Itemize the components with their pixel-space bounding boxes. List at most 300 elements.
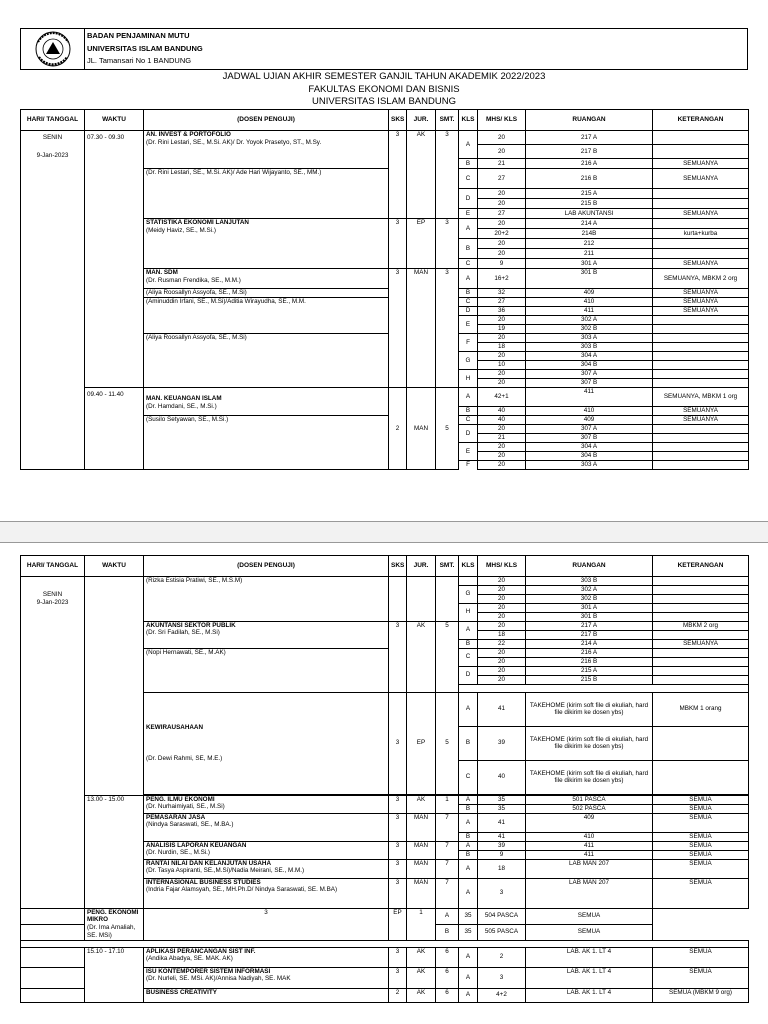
mhs-cell: 20 (478, 585, 526, 594)
note-cell: SEMUA (653, 832, 749, 841)
title-university: UNIVERSITAS ISLAM BANDUNG (312, 96, 456, 107)
smt-cell: 1 (407, 908, 436, 940)
mhs-cell: 18 (478, 343, 526, 352)
table-row (21, 940, 749, 947)
note-cell (653, 239, 749, 249)
mhs-cell: 20 (478, 612, 526, 621)
course-lecturer: (Dr. Tasya Aspiranti, SE.,M.Si)/Nadia Meirani, SE., M.M.) (146, 867, 305, 875)
course-cell (144, 795, 389, 813)
jur-cell: AK (407, 988, 436, 1002)
room-cell: 410 (526, 407, 653, 416)
time-slot: 13.00 - 15.00 (85, 795, 144, 908)
table-row (21, 795, 749, 804)
sks-cell: 3 (389, 269, 407, 388)
table-row (21, 388, 749, 407)
document-titles (0, 71, 768, 109)
day-name: SENIN (42, 591, 63, 598)
jur-cell: EP (407, 219, 436, 269)
day-cell (21, 988, 85, 1002)
course-lecturer: (Nindya Saraswati, SE., M.BA.) (146, 821, 234, 829)
note-cell (653, 145, 749, 159)
table-row (21, 577, 749, 586)
kls-cell: A (459, 859, 478, 878)
mhs-cell: 20 (478, 594, 526, 603)
note-cell: SEMUA (653, 841, 749, 850)
course-cell (85, 908, 144, 940)
mhs-cell: 20 (478, 577, 526, 586)
room-cell: 216 A (526, 159, 653, 169)
mhs-cell: 3 (478, 878, 526, 908)
mhs-cell: 20 (478, 249, 526, 259)
jur-cell: MAN (407, 388, 436, 470)
smt-cell: 7 (436, 841, 459, 859)
room-cell: 410 (526, 832, 653, 841)
course-lecturer: (Dr. Hamdani, SE., M.Si.) (146, 403, 217, 410)
col-sks: SKS (389, 110, 407, 131)
jur-cell: MAN (407, 859, 436, 878)
smt-cell: 7 (436, 813, 459, 841)
sks-cell (389, 577, 407, 622)
smt-cell: 5 (436, 621, 459, 692)
time-slot: 07.30 - 09.30 (85, 131, 144, 388)
jur-cell: MAN (407, 878, 436, 908)
mhs-cell: 20 (478, 657, 526, 666)
room-cell: 303 A (526, 334, 653, 343)
page-2 (0, 542, 768, 1024)
mhs-cell: 20 (478, 131, 526, 145)
note-cell: SEMUANYA (653, 307, 749, 316)
kls-cell: C (459, 760, 478, 794)
room-cell: 411 (526, 841, 653, 850)
kls-cell: D (459, 666, 478, 684)
note-cell: SEMUANYA (653, 416, 749, 425)
mhs-cell: 35 (478, 804, 526, 813)
room-cell: 301 A (526, 603, 653, 612)
note-cell: MBKM 1 orang (653, 692, 749, 726)
room-cell: LAB MAN 207 (526, 859, 653, 878)
room-cell: 304 B (526, 361, 653, 370)
mhs-cell: 41 (478, 813, 526, 832)
kls-cell: A (459, 967, 478, 988)
mhs-cell: 16+2 (478, 269, 526, 289)
note-cell: SEMUA (653, 859, 749, 878)
smt-cell: 5 (436, 388, 459, 470)
room-cell: 303 A (526, 461, 653, 470)
mhs-cell: 40 (478, 416, 526, 425)
course-cell (144, 621, 389, 648)
mhs-cell: 20 (478, 239, 526, 249)
room-cell: LAB AKUNTANSI (526, 209, 653, 219)
col-smt: SMT. (436, 110, 459, 131)
kls-cell: E (459, 209, 478, 219)
mhs-cell: 20 (478, 452, 526, 461)
mhs-cell: 27 (478, 209, 526, 219)
kls-cell: A (459, 795, 478, 804)
course-name: AKUNTANSI SEKTOR PUBLIK (146, 621, 236, 629)
col-day: HARI/ TANGGAL (21, 556, 85, 577)
col-course: (DOSEN PENGUJI) (144, 556, 389, 577)
col-note: KETERANGAN (653, 556, 749, 577)
smt-cell: 3 (436, 219, 459, 269)
smt-cell: 3 (436, 269, 459, 388)
blank-cell (21, 940, 749, 947)
note-cell (653, 219, 749, 229)
mhs-cell: 20 (478, 189, 526, 199)
course-lecturer: (Dr. Nurdin, SE., M.Si.) (146, 849, 211, 857)
course-cell (144, 967, 389, 988)
day-cell (21, 967, 85, 988)
col-mhs: MHS/ KLS (478, 110, 526, 131)
mhs-cell: 20 (478, 443, 526, 452)
note-cell (653, 379, 749, 388)
note-cell (653, 352, 749, 361)
schedule-table-2 (20, 555, 749, 1003)
room-cell: 410 (526, 298, 653, 307)
course-name: PENG. ILMU EKONOMI (146, 795, 215, 803)
room-cell: 411 (526, 307, 653, 316)
course-name: PENG. EKONOMI MIKRO (87, 908, 139, 924)
kls-cell: A (459, 131, 478, 159)
course-lecturer: (Susilo Setyawan, SE., M.Si.) (144, 416, 389, 470)
kls-cell: D (459, 425, 478, 443)
room-cell: 307 B (526, 379, 653, 388)
mhs-cell: 20 (478, 603, 526, 612)
kls-cell: A (436, 908, 459, 924)
course-name: STATISTIKA EKONOMI LANJUTAN (146, 219, 249, 226)
mhs-cell: 42+1 (478, 388, 526, 407)
course-name: AN. INVEST & PORTOFOLIO (146, 131, 231, 138)
mhs-cell: 41 (478, 832, 526, 841)
room-cell: 304 A (526, 352, 653, 361)
col-mhs: MHS/ KLS (478, 556, 526, 577)
room-cell: 502 PASCA (526, 804, 653, 813)
jur-cell: MAN (407, 269, 436, 388)
col-jur: JUR. (407, 556, 436, 577)
col-sks: SKS (389, 556, 407, 577)
mhs-cell: 20 (478, 675, 526, 684)
sks-cell: 3 (389, 795, 407, 813)
room-cell: 216 A (526, 648, 653, 657)
course-lecturer: (Dr. Nurleli, SE. MSi. AK)/Annisa Nadiyah, SE. MAK (146, 975, 291, 983)
kls-cell: B (459, 639, 478, 648)
kls-cell: B (459, 239, 478, 259)
note-cell (653, 361, 749, 370)
room-cell: 301 A (526, 259, 653, 269)
note-cell: SEMUA (653, 804, 749, 813)
note-cell: SEMUA (MBKM 9 org) (653, 988, 749, 1002)
col-day: HARI/ TANGGAL (21, 110, 85, 131)
mhs-cell: 40 (478, 760, 526, 794)
kls-cell: C (459, 298, 478, 307)
jur-cell: MAN (407, 813, 436, 841)
course-cell (144, 841, 389, 859)
room-cell: 217 A (526, 131, 653, 145)
page-gap (0, 522, 768, 542)
mhs-cell: 21 (478, 159, 526, 169)
jur-cell: AK (407, 947, 436, 967)
col-jur: JUR. (407, 110, 436, 131)
room-cell: 409 (526, 813, 653, 832)
course-cell (144, 947, 389, 967)
kls-cell: F (459, 334, 478, 352)
mhs-cell: 20 (478, 352, 526, 361)
course-lecturer: (Dr. Rini Lestari, SE., M.Si. AK)/ Dr. Yoyok Prasetyo, ST., M.Sy. (146, 138, 322, 146)
course-name: PEMASARAN JASA (146, 813, 206, 821)
mhs-cell: 4+2 (478, 988, 526, 1002)
note-cell (653, 666, 749, 675)
note-cell: SEMUANYA, MBKM 2 org (653, 269, 749, 289)
sks-cell: 2 (389, 988, 407, 1002)
course-cell (144, 692, 389, 794)
kls-cell: C (459, 648, 478, 666)
course-lecturer: (Aminuddin Irfani, SE., M.Si)/Aditia Wirayudha, SE., M.M. (144, 298, 389, 334)
note-cell: SEMUANYA (653, 639, 749, 648)
kls-cell: C (459, 259, 478, 269)
sks-cell: 3 (389, 947, 407, 967)
course-lecturer: (Dr. Dewi Rahmi, SE, M.E.) (146, 754, 223, 762)
note-cell (653, 334, 749, 343)
course-name: MAN. KEUANGAN ISLAM (146, 395, 222, 403)
course-cell (144, 813, 389, 841)
room-cell: 409 (526, 416, 653, 425)
course-cell (144, 219, 389, 269)
sks-cell: 3 (389, 692, 407, 794)
kls-cell: H (459, 603, 478, 621)
kls-cell: A (459, 219, 478, 239)
room-cell: 303 B (526, 343, 653, 352)
mhs-cell: 18 (478, 859, 526, 878)
course-cell (144, 269, 389, 289)
sks-cell: 3 (389, 813, 407, 841)
note-cell (653, 199, 749, 209)
mhs-cell: 21 (478, 434, 526, 443)
kls-cell: E (459, 316, 478, 334)
kls-cell: C (459, 416, 478, 425)
col-kls: KLS (459, 556, 478, 577)
sks-cell: 2 (389, 388, 407, 470)
room-cell: 217 B (526, 145, 653, 159)
sks-cell: 3 (389, 621, 407, 692)
room-cell: 505 PASCA (478, 924, 526, 940)
mhs-cell: 39 (478, 841, 526, 850)
course-name: APLIKASI PERANCANGAN SIST INF. (146, 947, 256, 955)
kls-cell: C (459, 169, 478, 189)
kls-cell: A (459, 269, 478, 289)
day-cell (21, 577, 85, 909)
kls-cell: G (459, 352, 478, 370)
time-slot: 09.40 - 11.40 (85, 388, 144, 470)
note-cell: SEMUA (653, 795, 749, 804)
note-cell: SEMUA (526, 908, 653, 924)
note-cell (653, 325, 749, 334)
time-slot (21, 924, 85, 940)
smt-cell (436, 577, 459, 622)
room-cell: 409 (526, 289, 653, 298)
note-cell (653, 461, 749, 470)
smt-cell: 1 (436, 795, 459, 813)
room-cell: 216 B (526, 169, 653, 189)
col-note: KETERANGAN (653, 110, 749, 131)
schedule-table-1 (20, 109, 749, 470)
mhs-cell: 9 (478, 850, 526, 859)
course-name: MAN. SDM (146, 269, 178, 276)
course-cell (144, 131, 389, 169)
room-cell: 214 A (526, 639, 653, 648)
university-logo (21, 29, 85, 69)
mhs-cell: 20 (478, 316, 526, 325)
kls-cell: B (459, 832, 478, 841)
note-cell: SEMUA (653, 813, 749, 832)
sks-cell: 3 (389, 859, 407, 878)
table-header-row (21, 556, 749, 577)
smt-cell: 5 (436, 692, 459, 794)
course-lecturer: (Dr. Nurhaimiyati, SE., M.Si) (146, 803, 225, 811)
mhs-cell: 20 (478, 145, 526, 159)
course-name: KEWIRAUSAHAAN (146, 723, 204, 731)
kls-cell: E (459, 443, 478, 461)
room-cell: 301 B (526, 269, 653, 289)
kls-cell: A (459, 621, 478, 639)
room-cell: 304 A (526, 443, 653, 452)
smt-cell: 6 (436, 947, 459, 967)
room-cell: 302 B (526, 594, 653, 603)
kls-cell: A (459, 813, 478, 832)
col-time: WAKTU (85, 110, 144, 131)
note-cell: SEMUANYA (653, 289, 749, 298)
kls-cell: B (436, 924, 459, 940)
col-time: WAKTU (85, 556, 144, 577)
room-cell: 212 (526, 239, 653, 249)
course-lecturer: (Aliya Roosallyn Assyofa, SE., M.Si) (144, 289, 389, 298)
note-cell (653, 316, 749, 325)
mhs-cell: 20 (478, 621, 526, 630)
room-cell: 307 A (526, 370, 653, 379)
day-cell (21, 947, 85, 967)
note-cell (653, 585, 749, 594)
jur-cell: MAN (407, 841, 436, 859)
course-lecturer: (Dr. Rusman Frendika, SE., M.M.) (146, 276, 241, 284)
kls-cell: A (459, 692, 478, 726)
course-cell (144, 878, 389, 908)
time-slot (85, 577, 144, 796)
mhs-cell: 20 (478, 648, 526, 657)
jur-cell (407, 577, 436, 622)
mhs-cell: 9 (478, 259, 526, 269)
col-room: RUANGAN (526, 556, 653, 577)
room-cell: 411 (526, 850, 653, 859)
table-row (21, 908, 749, 924)
note-cell: SEMUA (653, 878, 749, 908)
kls-cell: B (459, 407, 478, 416)
sks-cell: 3 (389, 841, 407, 859)
kls-cell: G (459, 585, 478, 603)
table-row (21, 131, 749, 145)
note-cell (653, 630, 749, 639)
room-cell: LAB MAN 207 (526, 878, 653, 908)
room-cell: 307 B (526, 434, 653, 443)
course-name: INTERNASIONAL BUSINESS STUDIES (146, 878, 261, 886)
kls-cell: F (459, 461, 478, 470)
smt-cell: 7 (436, 878, 459, 908)
room-cell: TAKEHOME (kirim soft file di ekuliah, hard file dikirim ke dosen ybs) (526, 692, 653, 726)
room-cell: 211 (526, 249, 653, 259)
jur-cell: AK (407, 967, 436, 988)
mhs-cell: 20 (478, 199, 526, 209)
note-cell (653, 189, 749, 199)
col-room: RUANGAN (526, 110, 653, 131)
time-slot (21, 908, 85, 924)
mhs-cell: 35 (478, 795, 526, 804)
note-cell: kurta+kurba (653, 229, 749, 239)
note-cell: SEMUANYA (653, 169, 749, 189)
header-line-3: JL. Tamansari No 1 BANDUNG (87, 56, 192, 65)
note-cell (653, 726, 749, 760)
course-name: ISU KONTEMPORER SISTEM INFORMASI (146, 967, 271, 975)
room-cell: 217 A (526, 621, 653, 630)
room-cell: LAB. AK 1. LT 4 (526, 967, 653, 988)
kls-cell: A (459, 388, 478, 407)
note-cell (653, 648, 749, 657)
smt-cell: 6 (436, 967, 459, 988)
note-cell: SEMUA (653, 967, 749, 988)
room-cell: 217 B (526, 630, 653, 639)
kls-cell (459, 577, 478, 586)
sks-cell: 3 (389, 967, 407, 988)
room-cell: 214 A (526, 219, 653, 229)
mhs-cell: 32 (478, 289, 526, 298)
note-cell: SEMUA (653, 947, 749, 967)
course-cell (144, 988, 389, 1002)
note-cell (653, 249, 749, 259)
kls-cell: D (459, 189, 478, 209)
note-cell: SEMUANYA (653, 298, 749, 307)
table-row (21, 947, 749, 967)
course-lecturer: (Nopi Hernawati, SE., M.AK) (144, 648, 389, 692)
note-cell (653, 370, 749, 379)
header-line-2: UNIVERSITAS ISLAM BANDUNG (87, 43, 203, 53)
kls-cell: A (459, 947, 478, 967)
table-header-row (21, 110, 749, 131)
mhs-cell: 20 (478, 370, 526, 379)
blank-cell (459, 684, 749, 692)
room-cell: 215 B (526, 199, 653, 209)
course-name: RANTAI NILAI DAN KELANJUTAN USAHA (146, 859, 271, 867)
sks-cell: 3 (389, 131, 407, 219)
mhs-cell: 36 (478, 307, 526, 316)
course-lecturer: (Indria Fajar Alamsyah, SE., MH.Ph.D/ Nindya Saraswati, SE. M.BA) (146, 886, 338, 894)
room-cell: 215 A (526, 666, 653, 675)
kls-cell: A (459, 988, 478, 1002)
note-cell: SEMUANYA (653, 159, 749, 169)
sks-cell: 3 (389, 878, 407, 908)
mhs-cell: 35 (459, 908, 478, 924)
kls-cell: A (459, 841, 478, 850)
note-cell: SEMUANYA (653, 407, 749, 416)
note-cell (653, 760, 749, 794)
note-cell: SEMUANYA (653, 259, 749, 269)
note-cell (653, 612, 749, 621)
course-name: BUSINESS CREATIVITY (146, 988, 217, 996)
mhs-cell: 10 (478, 361, 526, 370)
mhs-cell: 20 (478, 379, 526, 388)
col-smt: SMT. (436, 556, 459, 577)
jur-cell: AK (407, 795, 436, 813)
course-lecturer: (Dr. Sri Fadilah, SE., M.Si) (146, 629, 220, 637)
title-exam: JADWAL UJIAN AKHIR SEMESTER GANJIL TAHUN AKADEMIK 2022/2023 (222, 71, 546, 82)
mhs-cell: 27 (478, 298, 526, 307)
smt-cell: 7 (436, 859, 459, 878)
note-cell (653, 675, 749, 684)
